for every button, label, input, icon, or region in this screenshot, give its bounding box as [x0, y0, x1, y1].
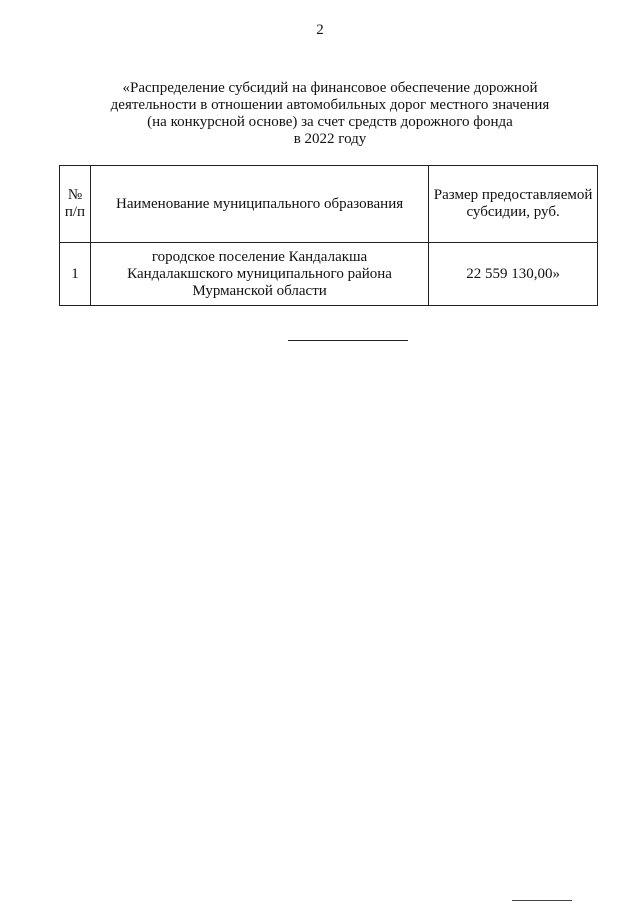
- header-amount-line: Размер предоставляемой: [433, 187, 593, 203]
- title-line: (на конкурсной основе) за счет средств дорожного фонда: [147, 114, 513, 130]
- cell-name: [90, 243, 428, 306]
- header-amount-line: субсидии, руб.: [466, 204, 560, 220]
- header-num-line: п/п: [64, 204, 86, 220]
- cell-num: 1: [60, 243, 91, 306]
- cell-name-line: Мурманской области: [192, 282, 327, 299]
- table-row: [60, 243, 598, 306]
- header-num: [60, 166, 91, 243]
- title-line: «Распределение субсидий на финансовое обеспечение дорожной: [122, 80, 538, 96]
- end-rule: [288, 340, 408, 341]
- footer-rule: [512, 900, 572, 901]
- title-line: в 2022 году: [293, 131, 367, 147]
- document-title: [90, 80, 570, 148]
- cell-amount: 22 559 130,00»: [429, 243, 598, 306]
- subsidy-table: [59, 165, 598, 306]
- cell-name-line: городское поселение Кандалакша: [151, 248, 368, 265]
- header-num-line: №: [67, 187, 83, 203]
- table-header-row: [60, 166, 598, 243]
- page-number: 2: [316, 22, 324, 38]
- header-name: Наименование муниципального образования: [90, 166, 428, 243]
- cell-name-line: Кандалакшского муниципального района: [127, 265, 392, 282]
- header-amount: [429, 166, 598, 243]
- title-line: деятельности в отношении автомобильных дорог местного значения: [110, 97, 550, 113]
